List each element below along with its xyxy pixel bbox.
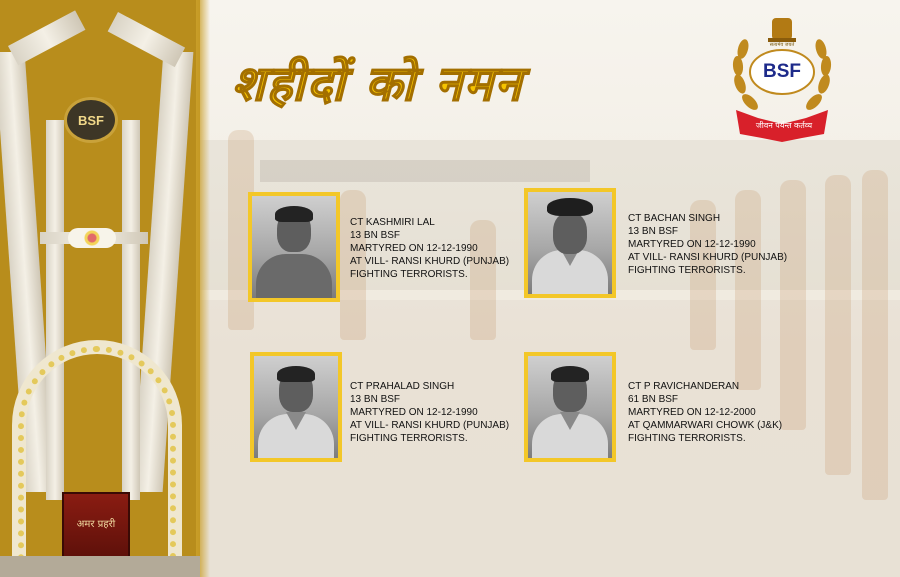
martyr-photo <box>252 196 336 298</box>
poster-title: शहीदों को नमन <box>232 56 524 112</box>
martyr-unit: 13 BN BSF <box>628 226 679 237</box>
martyr-cause: FIGHTING TERRORISTS. <box>628 265 746 276</box>
flower-wreath-small <box>68 228 116 248</box>
martyr-photo <box>254 356 338 458</box>
martyr-name: CT KASHMIRI LAL <box>350 217 435 228</box>
martyr-photo-frame <box>524 188 616 298</box>
background-banner <box>260 160 590 182</box>
photo-hair <box>551 366 589 382</box>
photo-beret <box>547 198 593 216</box>
photo-face <box>553 212 587 254</box>
martyr-photo-frame <box>524 352 616 462</box>
martyr-date: MARTYRED ON 12-12-2000 <box>628 407 756 418</box>
martyr-info <box>350 380 530 445</box>
bsf-logo <box>728 14 836 146</box>
martyr-info <box>350 216 530 281</box>
background-soldier <box>825 175 851 475</box>
martyr-name: CT BACHAN SINGH <box>628 213 721 224</box>
photo-uniform <box>256 254 332 298</box>
martyr-place: AT QAMMARWARI CHOWK (J&K) <box>628 420 783 431</box>
martyr-date: MARTYRED ON 12-12-1990 <box>350 407 478 418</box>
memorial-altar <box>62 492 130 558</box>
logo-emblem-caption: सत्यमेव जयते <box>769 42 795 48</box>
martyr-info <box>628 380 808 445</box>
martyr-place: AT VILL- RANSI KHURD (PUNJAB) <box>628 252 788 263</box>
bsf-emblem-mini <box>64 97 118 143</box>
martyr-name: CT PRAHALAD SINGH <box>350 381 455 392</box>
martyr-date: MARTYRED ON 12-12-1990 <box>350 243 478 254</box>
altar-label: अमर प्रहरी <box>76 519 116 530</box>
martyr-unit: 61 BN BSF <box>628 394 679 405</box>
logo-text: BSF <box>763 61 801 82</box>
memorial-flare-right <box>108 12 185 67</box>
martyr-info <box>628 212 808 277</box>
background-soldier <box>862 170 888 500</box>
photo-hair <box>275 206 313 222</box>
martyr-cause: FIGHTING TERRORISTS. <box>628 433 746 444</box>
martyr-photo <box>528 192 612 294</box>
emblem-mini-text: BSF <box>78 112 104 128</box>
martyr-photo <box>528 356 612 458</box>
logo-motto: जीवन पर्यन्त कर्तव्य <box>755 121 813 130</box>
martyr-place: AT VILL- RANSI KHURD (PUNJAB) <box>350 420 510 431</box>
martyr-name: CT P RAVICHANDERAN <box>628 381 740 392</box>
memorial-flare-left <box>8 10 85 65</box>
memorial-base <box>0 556 200 577</box>
martyr-cause: FIGHTING TERRORISTS. <box>350 269 468 280</box>
martyr-place: AT VILL- RANSI KHURD (PUNJAB) <box>350 256 510 267</box>
martyr-unit: 13 BN BSF <box>350 394 401 405</box>
memorial-illustration <box>0 0 200 577</box>
martyr-photo-frame <box>248 192 340 302</box>
martyr-date: MARTYRED ON 12-12-1990 <box>628 239 756 250</box>
photo-hair <box>277 366 315 382</box>
martyr-cause: FIGHTING TERRORISTS. <box>350 433 468 444</box>
martyr-unit: 13 BN BSF <box>350 230 401 241</box>
martyr-photo-frame <box>250 352 342 462</box>
